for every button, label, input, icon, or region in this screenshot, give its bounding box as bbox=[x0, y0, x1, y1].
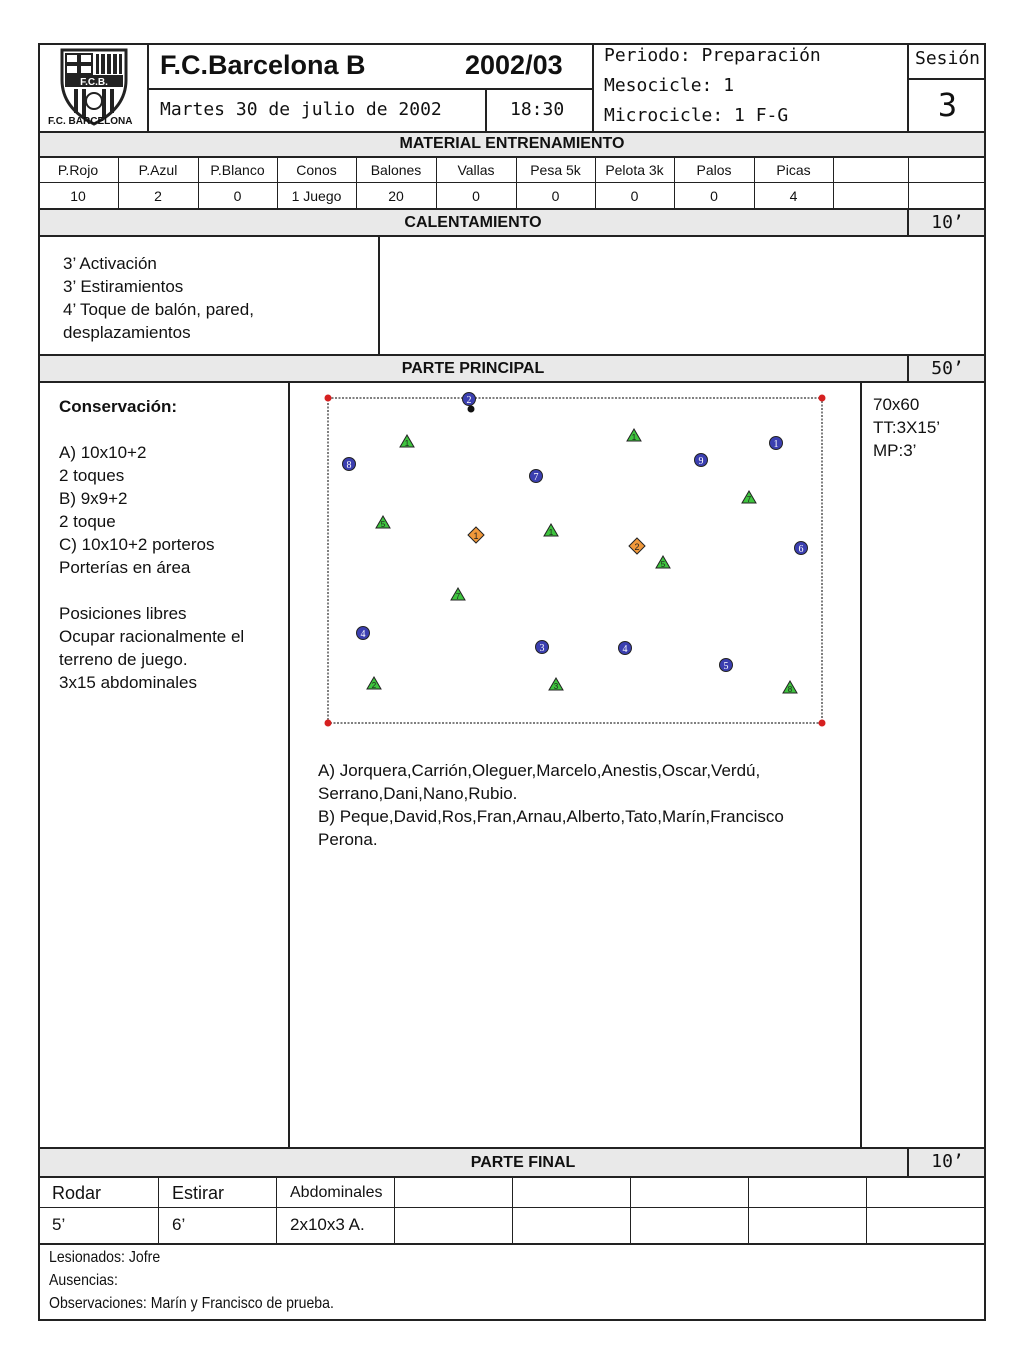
main-title: PARTE PRINCIPAL bbox=[401, 360, 545, 377]
exercise-heading: Conservación: bbox=[59, 397, 178, 416]
corner-cone-icon bbox=[325, 395, 332, 402]
material-header: Picas bbox=[776, 162, 811, 178]
material-header: Conos bbox=[296, 162, 337, 178]
player-number: 8 bbox=[346, 460, 352, 471]
green-player-marker bbox=[783, 681, 797, 694]
material-header: Balones bbox=[370, 162, 422, 178]
player-number: 4 bbox=[622, 644, 628, 655]
player-number: 1 bbox=[773, 439, 779, 450]
player-number: 5 bbox=[723, 661, 729, 672]
material-header: Pesa 5k bbox=[530, 162, 581, 178]
material-header: P.Azul bbox=[138, 162, 178, 178]
player-number: 6 bbox=[798, 544, 804, 555]
material-value: 0 bbox=[472, 188, 480, 204]
material-value: 0 bbox=[233, 188, 242, 204]
note-line: MP:3’ bbox=[873, 441, 917, 460]
material-value: 0 bbox=[710, 188, 718, 204]
blue-player-marker bbox=[619, 642, 632, 656]
orange-player-marker bbox=[629, 538, 645, 554]
player-number: 2 bbox=[466, 395, 472, 406]
blue-player-marker bbox=[795, 542, 808, 556]
exercise-line: 2 toques bbox=[59, 466, 125, 485]
injured: Lesionados: Jofre bbox=[49, 1249, 161, 1266]
material-header: P.Blanco bbox=[210, 162, 265, 178]
final-header: Abdominales bbox=[290, 1184, 383, 1201]
material-title: MATERIAL ENTRENAMIENTO bbox=[399, 135, 625, 152]
blue-player-marker bbox=[720, 659, 733, 673]
session-number: 3 bbox=[937, 86, 958, 124]
exercise-line: 2 toque bbox=[59, 512, 116, 531]
blue-player-marker bbox=[357, 627, 370, 641]
material-header: Vallas bbox=[457, 162, 495, 178]
player-number: 2 bbox=[371, 681, 377, 690]
exercise-notes bbox=[873, 393, 940, 462]
mesocycle: Mesocicle: 1 bbox=[604, 75, 735, 96]
session-date: Martes 30 de julio de 2002 bbox=[160, 99, 442, 120]
session-label: Sesión bbox=[914, 48, 981, 69]
material-value: 0 bbox=[630, 188, 639, 204]
material-value: 4 bbox=[789, 188, 798, 204]
player-number: 3 bbox=[553, 682, 559, 691]
player-number: 9 bbox=[698, 456, 704, 467]
material-value: 1 Juego bbox=[291, 188, 342, 204]
warmup-duration: 10’ bbox=[931, 212, 964, 233]
material-header: Pelota 3k bbox=[605, 162, 664, 178]
green-player-marker bbox=[544, 524, 558, 537]
final-header: Estirar bbox=[172, 1183, 225, 1203]
ball-icon bbox=[468, 406, 475, 413]
player-number: 7 bbox=[746, 495, 752, 504]
material-value: 0 bbox=[551, 188, 560, 204]
exercise-line: C) 10x10+2 porteros bbox=[59, 535, 215, 554]
player-number: 8 bbox=[787, 685, 793, 694]
exercise-line: Posiciones libres bbox=[59, 604, 187, 623]
field-diagram bbox=[320, 392, 830, 732]
groups-text bbox=[318, 759, 784, 851]
material-header: Palos bbox=[696, 162, 732, 178]
season: 2002/03 bbox=[465, 50, 563, 80]
logo-caption: F.C. BARCELONA bbox=[48, 116, 133, 127]
corner-cone-icon bbox=[325, 720, 332, 727]
player-number: 1 bbox=[473, 531, 479, 541]
material-value: 20 bbox=[388, 188, 404, 204]
period: Periodo: Preparación bbox=[604, 45, 821, 66]
blue-player-marker bbox=[463, 393, 476, 407]
exercise-line: A) 10x10+2 bbox=[59, 443, 147, 462]
player-number: 3 bbox=[539, 643, 545, 654]
session-time: 18:30 bbox=[510, 99, 565, 120]
material-header: P.Rojo bbox=[57, 162, 99, 178]
warmup-title: CALENTAMIENTO bbox=[404, 214, 542, 231]
final-value: 5’ bbox=[52, 1215, 66, 1234]
exercise-description bbox=[59, 395, 244, 694]
absences: Ausencias: bbox=[49, 1272, 118, 1289]
green-player-marker bbox=[400, 435, 414, 448]
final-duration: 10’ bbox=[931, 1151, 964, 1172]
note-line: 70x60 bbox=[873, 395, 920, 414]
warmup-text bbox=[63, 252, 254, 344]
warmup-line: 3’ Estiramientos bbox=[63, 277, 184, 296]
player-number: 4 bbox=[360, 629, 366, 640]
club-name: F.C.Barcelona B bbox=[160, 50, 366, 80]
player-number: 7 bbox=[455, 592, 461, 601]
warmup-line: 4’ Toque de balón, pared, bbox=[63, 300, 254, 319]
microcycle: Microcicle: 1 F-G bbox=[604, 105, 789, 126]
exercise-line: 3x15 abdominales bbox=[59, 673, 197, 692]
green-player-marker bbox=[451, 588, 465, 601]
player-number: 1 bbox=[548, 528, 554, 537]
final-header: Rodar bbox=[52, 1183, 102, 1203]
exercise-line: Porterías en área bbox=[59, 558, 191, 577]
warmup-line: 3’ Activación bbox=[63, 254, 157, 273]
exercise-line: B) 9x9+2 bbox=[59, 489, 128, 508]
note-line: TT:3X15’ bbox=[873, 418, 941, 437]
green-player-marker bbox=[627, 429, 641, 442]
warmup-line: desplazamientos bbox=[63, 323, 191, 342]
player-number: 5 bbox=[380, 520, 386, 529]
group-line: Perona. bbox=[318, 830, 378, 849]
player-number: 1 bbox=[631, 433, 637, 442]
green-player-marker bbox=[742, 491, 756, 504]
final-value: 6’ bbox=[172, 1215, 186, 1234]
group-line: A) Jorquera,Carrión,Oleguer,Marcelo,Anestis,Oscar,Verdú, bbox=[318, 761, 761, 780]
blue-player-marker bbox=[695, 454, 708, 468]
green-player-marker bbox=[549, 678, 563, 691]
player-number: 1 bbox=[404, 439, 410, 448]
green-player-marker bbox=[367, 677, 381, 690]
group-line: Serrano,Dani,Nano,Rubio. bbox=[318, 784, 518, 803]
orange-player-marker bbox=[468, 527, 484, 543]
green-player-marker bbox=[376, 516, 390, 529]
green-player-marker bbox=[656, 556, 670, 569]
final-value: 2x10x3 A. bbox=[290, 1215, 365, 1234]
exercise-line: terreno de juego. bbox=[59, 650, 188, 669]
main-duration: 50’ bbox=[931, 358, 964, 379]
blue-player-marker bbox=[343, 458, 356, 472]
group-line: B) Peque,David,Ros,Fran,Arnau,Alberto,Tato,Marín,Francisco bbox=[318, 807, 784, 826]
material-value: 2 bbox=[154, 188, 162, 204]
final-title: PARTE FINAL bbox=[470, 1154, 576, 1171]
blue-player-marker bbox=[530, 470, 543, 484]
exercise-line: Ocupar racionalmente el bbox=[59, 627, 245, 646]
player-number: 7 bbox=[533, 472, 539, 483]
blue-player-marker bbox=[770, 437, 783, 451]
player-number: 5 bbox=[660, 560, 666, 569]
blue-player-marker bbox=[536, 641, 549, 655]
corner-cone-icon bbox=[819, 395, 826, 402]
observations: Observaciones: Marín y Francisco de prueba. bbox=[49, 1295, 334, 1312]
material-value: 10 bbox=[70, 188, 86, 204]
player-number: 2 bbox=[634, 542, 640, 552]
corner-cone-icon bbox=[819, 720, 826, 727]
logo-lettering: F.C.B. bbox=[80, 77, 108, 88]
